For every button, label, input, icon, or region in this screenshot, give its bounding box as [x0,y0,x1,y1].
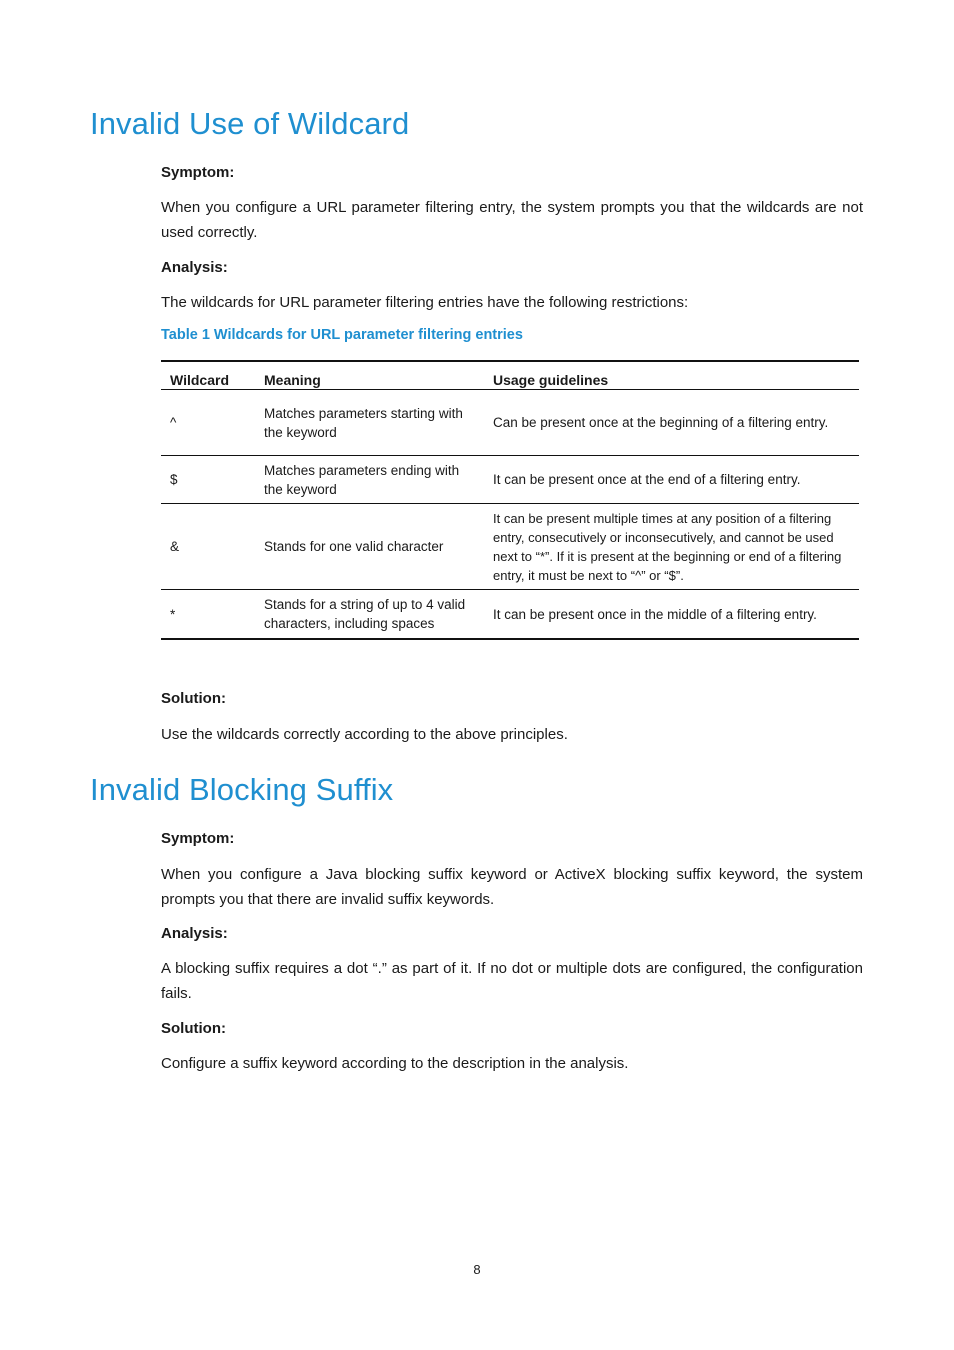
table-cell-meaning: Stands for a string of up to 4 valid characters, including spaces [255,590,484,640]
wildcards-table [161,360,859,640]
table-cell-usage: Can be present once at the beginning of a filtering entry. [493,415,829,430]
section-title-invalid-wildcard: Invalid Use of Wildcard [90,106,410,141]
table-header-meaning: Meaning [255,361,484,390]
table-caption: Table 1 Wildcards for URL parameter filtering entries [161,327,523,343]
table-cell-wildcard: $ [161,456,255,504]
table-row [161,504,859,590]
table-row [161,590,859,640]
table-cell-usage: It can be present once at the end of a filtering entry. [484,456,859,504]
solution-label: Solution: [161,690,226,707]
table-header-row [161,361,859,390]
symptom-label: Symptom: [161,830,235,847]
table-cell-usage: It can be present multiple times at any position of a filtering entry, consecutively or inconsecutively, and cannot be used next to “*”. If it is present at the beginning or end of a filtering entry, it must be next to “^” or “$”. [484,504,859,590]
table-cell-meaning: Matches parameters ending with the keyword [255,456,484,504]
table-cell-meaning: Stands for one valid character [255,504,484,590]
analysis-label: Analysis: [161,925,228,942]
table-cell-wildcard: & [161,504,255,590]
symptom-label: Symptom: [161,164,235,181]
section-title-invalid-blocking-suffix: Invalid Blocking Suffix [90,772,394,807]
analysis-text: A blocking suffix requires a dot “.” as part of it. If no dot or multiple dots are configured, the configuration fails. [161,960,863,1002]
symptom-text: When you configure a URL parameter filtering entry, the system prompts you that the wildcards are not used correctly. [161,199,863,241]
page-number: 8 [473,1262,481,1277]
table-row [161,390,859,456]
analysis-label: Analysis: [161,259,228,276]
symptom-text: When you configure a Java blocking suffix keyword or ActiveX blocking suffix keyword, the system prompts you that there are invalid suffix keywords. [161,866,863,908]
table-cell-wildcard: * [161,590,255,640]
table-cell-meaning: Matches parameters starting with the keyword [264,405,463,440]
table-header-usage: Usage guidelines [484,361,859,390]
table-header-wildcard: Wildcard [161,361,255,390]
table-cell-usage: It can be present once in the middle of a filtering entry. [484,590,859,640]
analysis-text: The wildcards for URL parameter filtering entries have the following restrictions: [161,294,689,311]
table-cell-wildcard: ^ [170,415,177,430]
table-row [161,456,859,504]
solution-label: Solution: [161,1020,226,1037]
solution-text: Use the wildcards correctly according to the above principles. [161,726,568,743]
solution-text: Configure a suffix keyword according to the description in the analysis. [161,1055,629,1072]
